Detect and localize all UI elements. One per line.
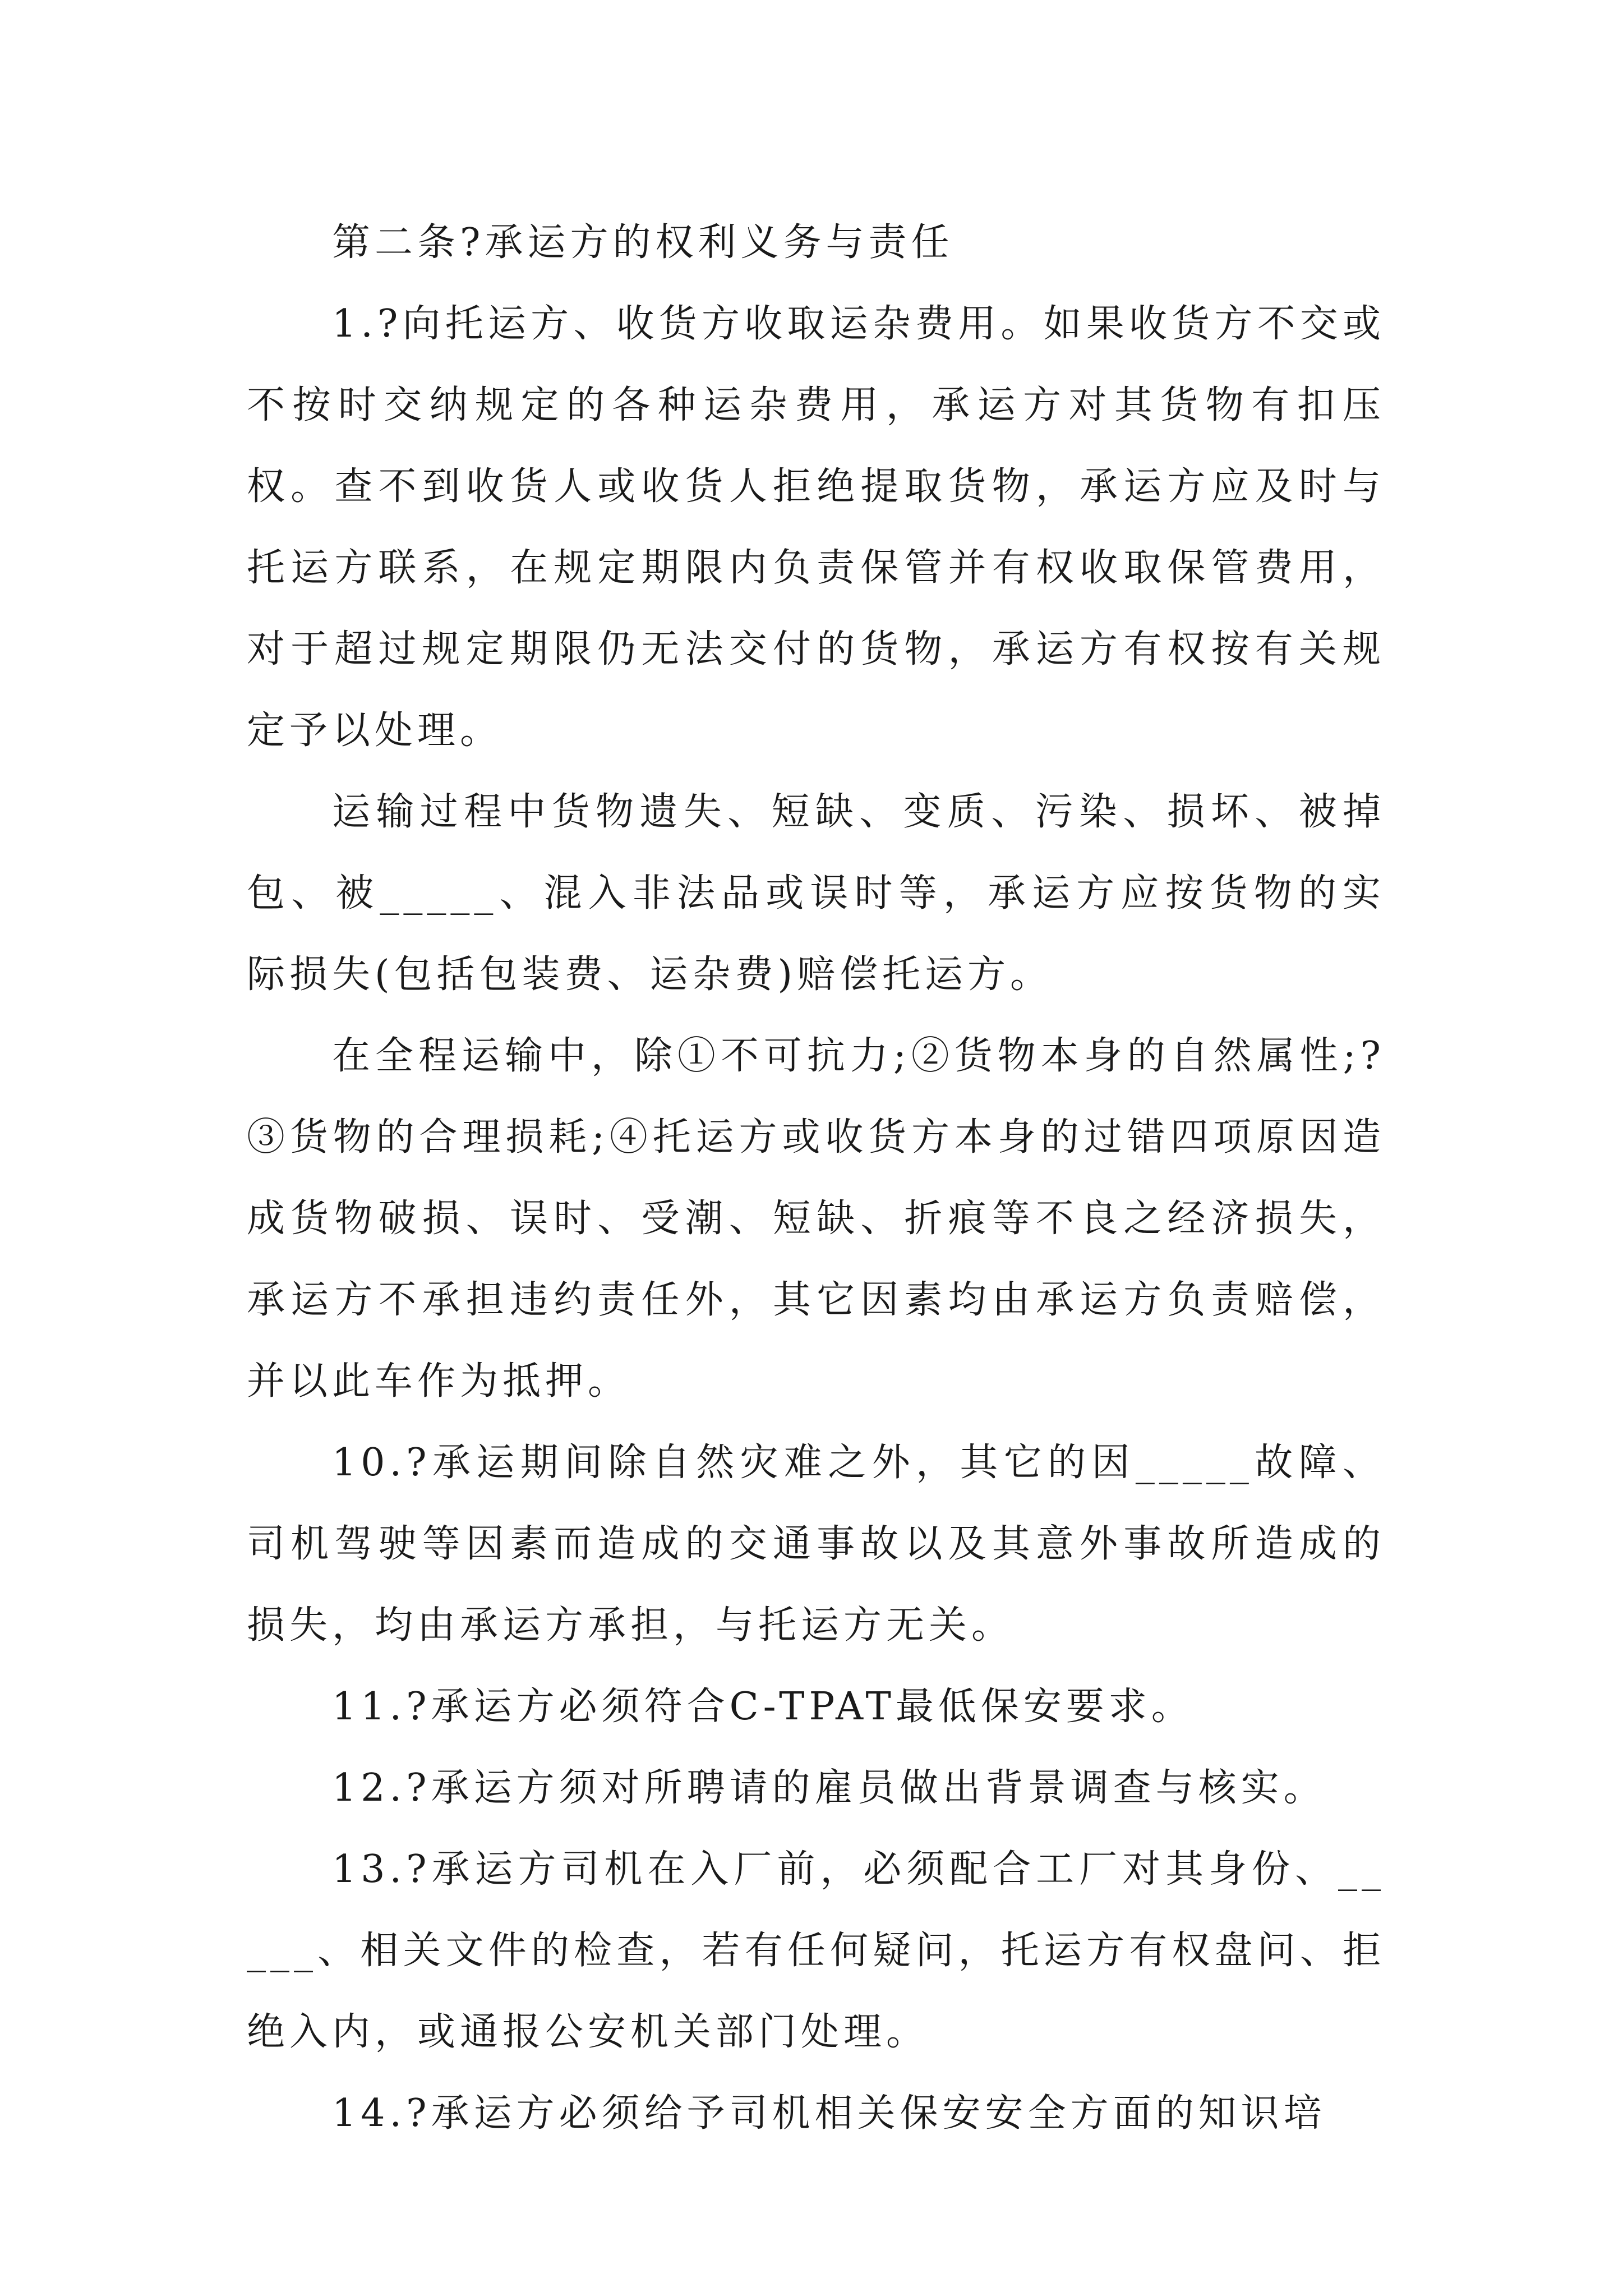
document-body	[247, 202, 1385, 2154]
paragraph-liability-exceptions: 在全程运输中，除①不可抗力;②货物本身的自然属性;?③货物的合理损耗;④托运方或收货方本身的过错四项原因造成货物破损、误时、受潮、短缺、折痕等不良之经济损失，承运方不承担违约责任外，其它因素均由承运方负责赔偿，并以此车作为抵押。	[247, 1034, 1385, 1404]
paragraph-clause-10: 10.?承运期间除自然灾难之外，其它的因_____故障、司机驾驶等因素而造成的交通事故以及其意外事故所造成的损失，均由承运方承担，与托运方无关。	[247, 1441, 1385, 1648]
paragraph-clause-1: 1.?向托运方、收货方收取运杂费用。如果收货方不交或不按时交纳规定的各种运杂费用，承运方对其货物有扣压权。查不到收货人或收货人拒绝提取货物，承运方应及时与托运方联系，在规定期限内负责保管并有权收取保管费用，对于超过规定期限仍无法交付的货物，承运方有权按有关规定予以处理。	[247, 302, 1385, 753]
paragraph-clause-11: 11.?承运方必须符合C-TPAT最低保安要求。	[332, 1685, 1194, 1729]
paragraph-clause-12: 12.?承运方须对所聘请的雇员做出背景调查与核实。	[332, 1766, 1326, 1810]
section-heading: 第二条?承运方的权利义务与责任	[332, 220, 954, 265]
paragraph-transport-loss: 运输过程中货物遗失、短缺、变质、污染、损坏、被掉包、被_____、混入非法品或误时等，承运方应按货物的实际损失(包括包装费、运杂费)赔偿托运方。	[247, 790, 1385, 997]
paragraph-clause-13: 13.?承运方司机在入厂前，必须配合工厂对其身份、_____、相关文件的检查，若有任何疑问，托运方有权盘问、拒绝入内，或通报公安机关部门处理。	[247, 1847, 1385, 2054]
paragraph-clause-14: 14.?承运方必须给予司机相关保安安全方面的知识培	[332, 2091, 1326, 2136]
